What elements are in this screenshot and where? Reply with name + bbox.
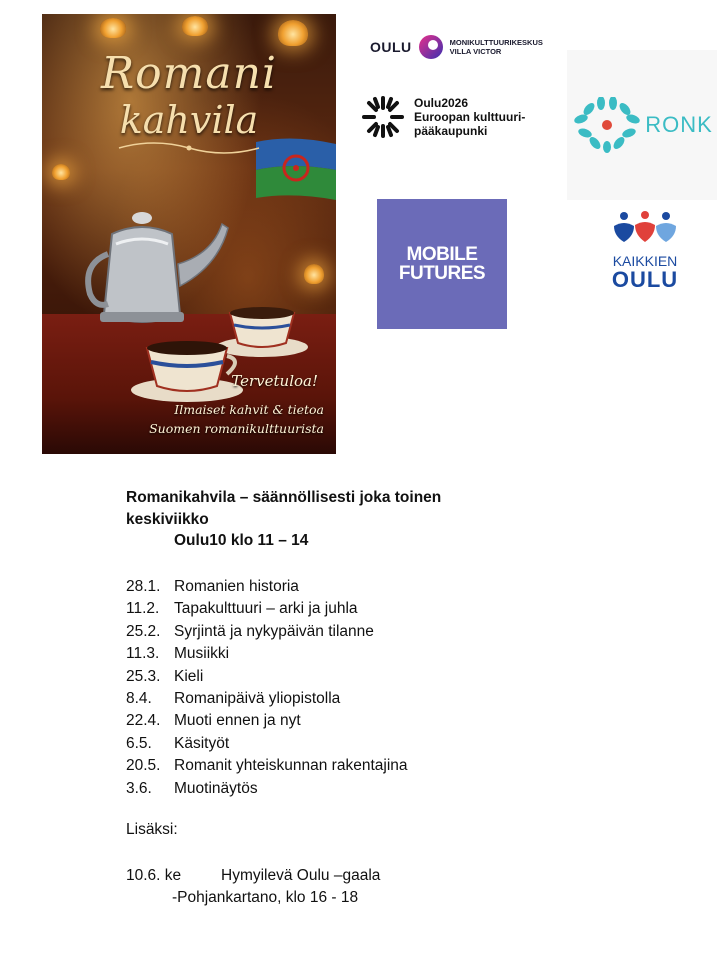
oulu-villa-victor-logo — [370, 30, 580, 64]
ornament-flourish-icon — [114, 140, 264, 156]
schedule-row — [126, 710, 408, 732]
schedule-date: 11.2. — [126, 600, 160, 618]
schedule-row — [126, 643, 408, 665]
schedule-date: 6.5. — [126, 734, 152, 752]
schedule-row — [126, 778, 408, 800]
lantern-icon — [278, 20, 308, 46]
lantern-icon — [182, 16, 208, 36]
lantern-icon — [100, 18, 126, 38]
mobile-futures-logo — [377, 199, 507, 329]
schedule-row — [126, 755, 408, 777]
schedule-row — [126, 733, 408, 755]
kaikkien-oulu-logo — [597, 210, 693, 302]
schedule-topic: Kieli — [174, 667, 204, 685]
schedule-date: 28.1. — [126, 578, 161, 595]
poster-tagline-line2: Suomen romanikulttuurista — [149, 421, 324, 436]
coffee-cup-icon — [127, 334, 247, 404]
villa-line2: VILLA VICTOR — [449, 47, 502, 56]
page-heading: Romanikahvila – säännöllisesti joka toinen keskiviikko — [126, 489, 442, 528]
ronk-text: RONK — [645, 112, 713, 137]
oulu2026-line3: pääkaupunki — [414, 124, 488, 138]
schedule-topic: Romanien historia — [174, 578, 299, 595]
schedule-date: 3.6. — [126, 779, 152, 797]
kaikkien-oulu-text: OULU — [611, 267, 679, 292]
schedule-date: 22.4. — [126, 712, 161, 730]
ronk-logo — [567, 50, 717, 200]
villa-line1: MONIKULTTUURIKESKUS — [449, 38, 543, 47]
lantern-icon — [304, 264, 324, 284]
poster-title-line1: Romani — [101, 48, 277, 99]
gala-date: 10.6. ke — [126, 867, 182, 884]
schedule-list — [126, 576, 408, 800]
schedule-topic: Syrjintä ja nykypäivän tilanne — [174, 622, 374, 640]
poster-tagline-line1: Ilmaiset kahvit & tietoa — [174, 402, 324, 417]
mobile-futures-line1: MOBILE — [406, 244, 478, 265]
schedule-row — [126, 688, 408, 710]
hearts-people-icon — [610, 210, 680, 246]
schedule-topic: Musiikki — [174, 645, 230, 663]
oulu-drop-icon — [418, 32, 444, 62]
gala-event — [126, 867, 380, 885]
lantern-icon — [52, 164, 70, 180]
schedule-date: 11.3. — [126, 645, 160, 663]
oulu2026-logo — [360, 92, 560, 142]
teapot-icon — [82, 204, 232, 344]
schedule-topic: Romanipäivä yliopistolla — [174, 689, 341, 707]
schedule-date: 20.5. — [126, 757, 161, 775]
gala-location: -Pohjankartano, klo 16 - 18 — [172, 889, 359, 906]
romanikahvila-poster — [42, 14, 336, 454]
sunburst-icon — [360, 94, 406, 140]
gala-title: Hymyilevä Oulu –gaala — [221, 867, 381, 884]
romani-flag-icon — [252, 134, 336, 204]
schedule-topic: Muoti ennen ja nyt — [174, 712, 301, 730]
schedule-topic: Tapakulttuuri – arki ja juhla — [174, 600, 358, 618]
kaikkien-text: KAIKKIEN — [612, 253, 678, 269]
schedule-topic: Muotinäytös — [174, 779, 258, 797]
schedule-topic: Romanit yhteiskunnan rakentajina — [174, 757, 408, 775]
additional-label: Lisäksi: — [126, 821, 178, 838]
schedule-date: 25.2. — [126, 622, 161, 640]
poster-title-line2: kahvila — [119, 98, 259, 142]
schedule-topic: Käsityöt — [174, 734, 230, 752]
mobile-futures-line2: FUTURES — [398, 263, 486, 284]
schedule-row — [126, 576, 408, 598]
schedule-date: 8.4. — [126, 689, 152, 707]
schedule-row — [126, 598, 408, 620]
schedule-date: 25.3. — [126, 667, 161, 685]
oulu2026-line1: Oulu2026 — [414, 96, 469, 110]
oulu2026-line2: Euroopan kulttuuri- — [414, 110, 526, 124]
ronk-fan-icon — [571, 97, 641, 153]
schedule-row — [126, 621, 408, 643]
poster-welcome: Tervetuloa! — [231, 372, 318, 390]
oulu-logo-word: OULU — [370, 39, 412, 55]
venue-time: Oulu10 klo 11 – 14 — [174, 532, 309, 549]
schedule-row — [126, 666, 408, 688]
